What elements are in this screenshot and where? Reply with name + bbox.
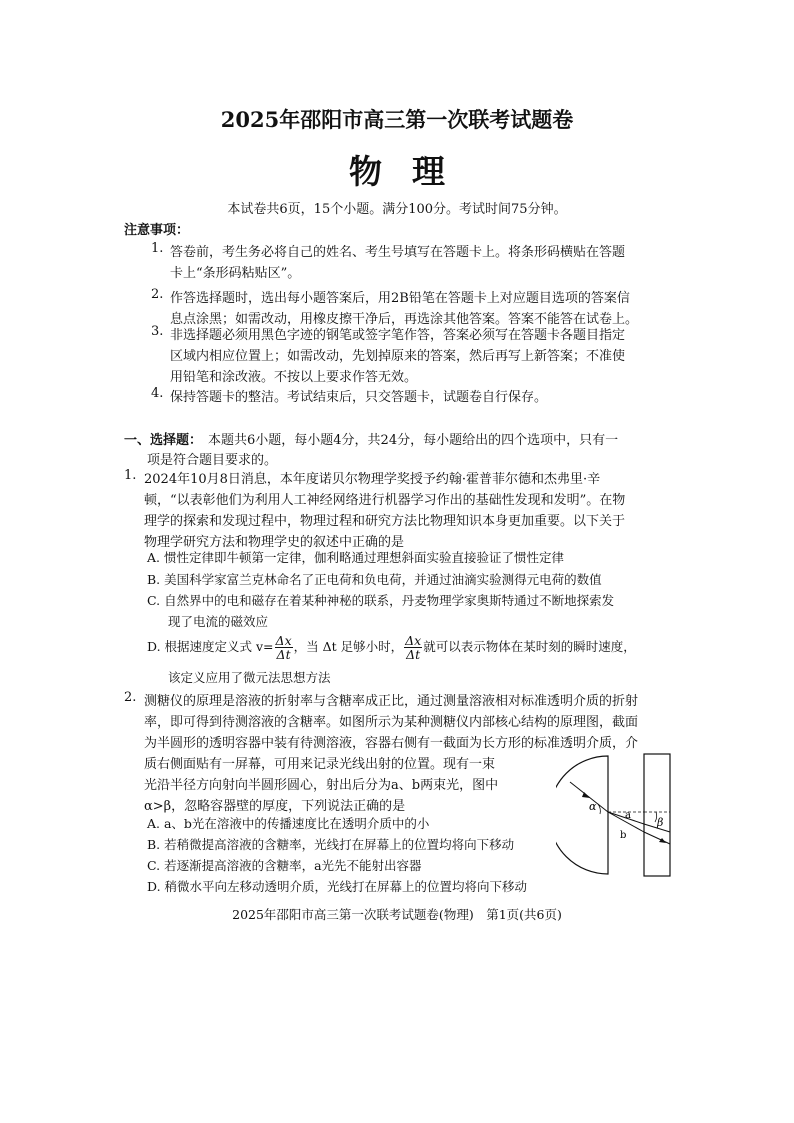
question-text: 质右侧面贴有一屏幕，可用来记录光线出射的位置。现有一束 xyxy=(144,757,496,772)
refractometer-diagram xyxy=(556,752,674,878)
question-text: 2024年10月8日消息，本年度诺贝尔物理学奖授予约翰·霍普菲尔德和杰弗里·辛 xyxy=(144,472,601,487)
notice-item-line: 用铅笔和涂改液。不按以上要求作答无效。 xyxy=(170,370,418,385)
notice-item-line: 卡上“条形码粘贴区”。 xyxy=(170,266,301,281)
option-d-suffix: 就可以表示物体在某时刻的瞬时速度， xyxy=(423,639,636,654)
question-text: 为半圆形的透明容器中装有待测溶液，容器右侧有一截面为长方形的标准透明介质，介 xyxy=(144,736,639,751)
option-c-continued: 现了电流的磁效应 xyxy=(168,614,269,629)
question-text: 测糖仪的原理是溶液的折射率与含糖率成正比，通过测量溶液相对标准透明介质的折射 xyxy=(144,694,639,709)
option-d-continued: 该定义应用了微元法思想方法 xyxy=(168,670,331,685)
question-text: 理学的探索和发现过程中，物理过程和研究方法比物理知识本身更加重要。以下关于 xyxy=(144,514,626,529)
question-number: 1. xyxy=(124,468,137,483)
notice-item-number: 4. xyxy=(151,386,164,401)
question-number: 2. xyxy=(124,690,137,705)
question-text: α>β，忽略容器壁的厚度，下列说法正确的是 xyxy=(144,799,406,814)
option-a: A. 惯性定律即牛顿第一定律，伽利略通过理想斜面实验直接验证了惯性定律 xyxy=(147,550,564,565)
notice-item-line: 非选择题必须用黑色字迹的钢笔或签字笔作答，答案必须写在答题卡各题目指定 xyxy=(170,328,626,343)
notice-item-number: 3. xyxy=(151,324,164,339)
ray-b-in-medium xyxy=(644,832,670,844)
fraction-denominator: Δt xyxy=(276,647,291,662)
option-d-middle: ，当 Δt 足够小时， xyxy=(293,639,404,654)
ray-b-label: b xyxy=(620,830,627,841)
notice-heading: 注意事项： xyxy=(124,223,190,238)
option-c: C. 若逐渐提高溶液的含糖率，a光先不能射出容器 xyxy=(147,858,422,873)
velocity-fraction xyxy=(275,634,293,661)
notice-item-line: 答卷前，考生务必将自己的姓名、考生号填写在答题卡上。将条形码横贴在答题 xyxy=(170,245,626,260)
fraction-numerator: Δx xyxy=(405,633,422,648)
alpha-label: α xyxy=(589,800,597,813)
question-text: 物理学研究方法和物理学史的叙述中正确的是 xyxy=(144,535,405,550)
notice-item-line: 息点涂黑；如需改动，用橡皮擦干净后，再选涂其他答案。答案不能答在试卷上。 xyxy=(170,312,639,327)
option-d-prefix: D. 根据速度定义式 v= xyxy=(147,639,274,654)
question-text: 顿，“以表彰他们为利用人工神经网络进行机器学习作出的基础性发现和发明”。在物 xyxy=(144,493,626,508)
notice-item-line: 保持答题卡的整洁。考试结束后，只交答题卡，试题卷自行保存。 xyxy=(170,390,548,405)
beta-label: β xyxy=(657,816,664,829)
question-text: 光沿半径方向射向半圆形圆心，射出后分为a、b两束光，图中 xyxy=(144,778,499,793)
option-b: B. 美国科学家富兰克林命名了正电荷和负电荷，并通过油滴实验测得元电荷的数值 xyxy=(147,572,602,587)
section-instruction: 项是符合题目要求的。 xyxy=(147,453,278,468)
option-a: A. a、b光在溶液中的传播速度比在透明介质中的小 xyxy=(147,816,430,831)
option-d: D. 稍微水平向左移动透明介质，光线打在屏幕上的位置均将向下移动 xyxy=(147,879,528,894)
notice-item-number: 1. xyxy=(151,241,164,256)
option-d xyxy=(147,634,636,661)
notice-item-line: 作答选择题时，选出每小题答案后，用2B铅笔在答题卡上对应题目选项的答案信 xyxy=(170,291,630,306)
fraction-denominator: Δt xyxy=(406,647,421,662)
semicircle-container xyxy=(556,756,608,874)
section-label: 一、选择题： xyxy=(124,433,203,448)
ray-arrow xyxy=(659,838,666,843)
exam-title: 2025年邵阳市高三第一次联考试题卷 xyxy=(220,107,574,132)
option-c: C. 自然界中的电和磁存在着某种神秘的联系，丹麦物理学家奥斯特通过不断地探索发 xyxy=(147,593,615,608)
section-instruction: 本题共6小题，每小题4分，共24分，每小题给出的四个选项中，只有一 xyxy=(208,433,619,448)
ray-a-label: a xyxy=(625,810,631,821)
velocity-fraction xyxy=(404,634,422,661)
question-text: 率，即可得到待测溶液的含糖率。如图所示为某种测糖仪内部核心结构的原理图，截面 xyxy=(144,715,639,730)
subject-title: 物理 xyxy=(349,152,475,191)
fraction-numerator: Δx xyxy=(275,633,292,648)
option-b: B. 若稍微提高溶液的含糖率，光线打在屏幕上的位置均将向下移动 xyxy=(147,837,515,852)
page-footer: 2025年邵阳市高三第一次联考试题卷(物理) 第1页(共6页) xyxy=(232,907,562,922)
notice-item-number: 2. xyxy=(151,287,164,302)
exam-intro: 本试卷共6页，15个小题。满分100分。考试时间75分钟。 xyxy=(227,202,567,217)
notice-item-line: 区域内相应位置上；如需改动，先划掉原来的答案，然后再写上新答案；不准使 xyxy=(170,349,626,364)
